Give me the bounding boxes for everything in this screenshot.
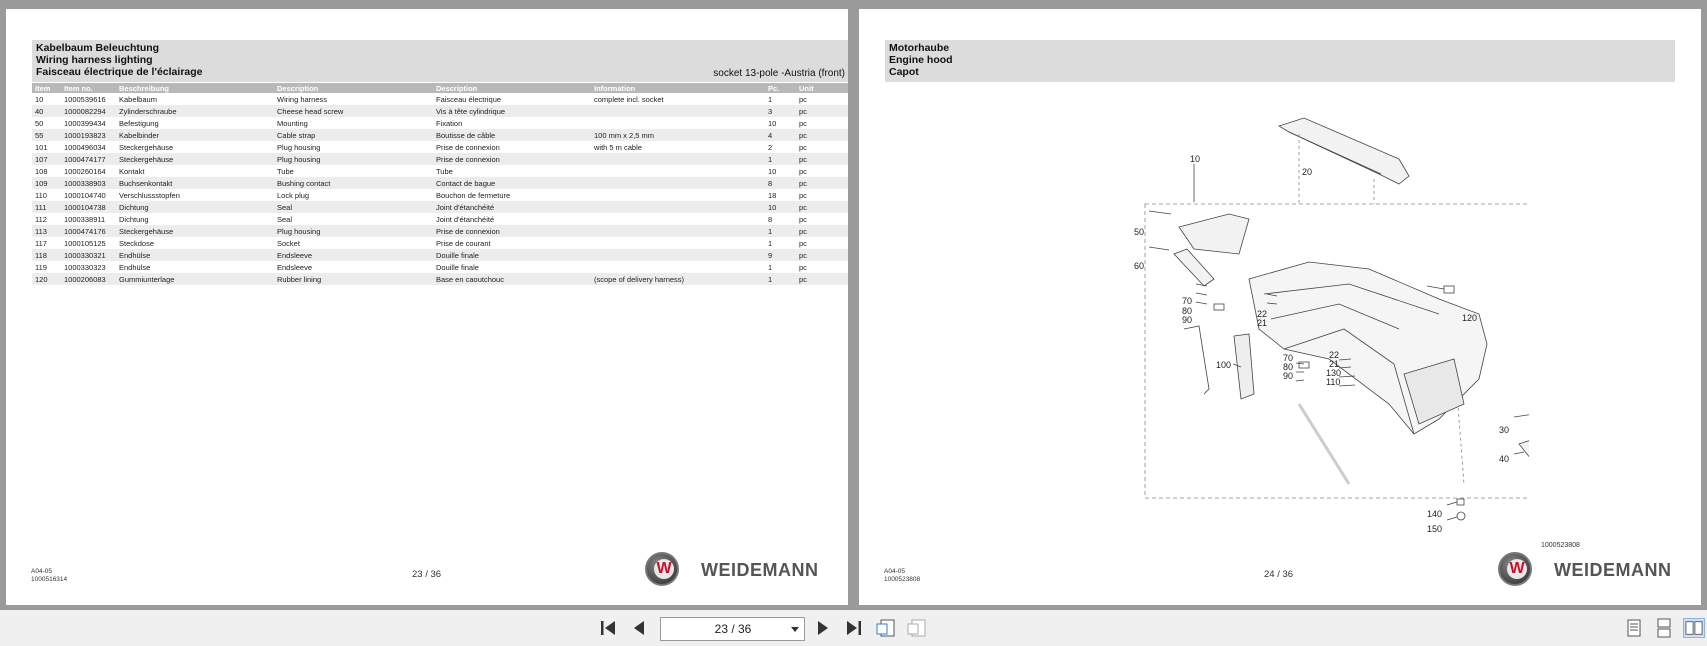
- table-cell: Endsleeve: [274, 249, 433, 261]
- table-cell: Steckergehäuse: [119, 142, 174, 152]
- part-rod-bottom: [1299, 404, 1349, 484]
- table-cell: 8: [768, 214, 773, 224]
- table-cell: 1000474177: [61, 153, 116, 165]
- table-cell: 118: [32, 249, 61, 261]
- title-english: Engine hood: [889, 54, 953, 66]
- table-cell: Endhülse: [116, 249, 274, 261]
- table-row: [32, 261, 848, 273]
- table-cell: 10: [768, 118, 777, 128]
- callout-label: 100: [1216, 360, 1232, 370]
- weidemann-logo: [645, 552, 845, 588]
- table-cell: 101: [35, 142, 48, 152]
- column-header: Item: [32, 83, 61, 93]
- column-header: Information: [591, 83, 765, 93]
- part-150-shape: [1457, 512, 1465, 520]
- table-cell: [591, 117, 765, 129]
- title-english: Wiring harness lighting: [36, 54, 153, 66]
- table-cell: pc: [799, 142, 807, 152]
- callout-label: 22: [1257, 309, 1268, 319]
- table-cell: Steckergehäuse: [116, 225, 274, 237]
- table-cell: Kontakt: [119, 166, 145, 176]
- table-cell: 8: [765, 177, 796, 189]
- page-number: 23 / 36: [412, 569, 442, 580]
- table-cell: 1: [768, 238, 773, 248]
- table-cell: Faisceau électrique: [436, 94, 502, 104]
- table-cell: Plug housing: [277, 142, 321, 152]
- table-cell: 40: [32, 105, 61, 117]
- table-cell: [591, 189, 765, 201]
- table-cell: 1000104738: [61, 201, 116, 213]
- table-row: [32, 153, 848, 165]
- table-cell: Base en caoutchouc: [433, 273, 591, 285]
- table-cell: 110: [35, 190, 47, 200]
- table-row: [32, 165, 848, 177]
- table-cell: 1000330323: [64, 262, 106, 272]
- table-row: [32, 105, 848, 117]
- table-cell: Zylinderschraube: [116, 105, 274, 117]
- title-french: Faisceau électrique de l'éclairage: [36, 66, 203, 78]
- fit-page-icon[interactable]: [875, 618, 897, 638]
- two-page-view-icon[interactable]: [1683, 618, 1705, 638]
- table-cell: pc: [796, 249, 848, 261]
- page-header: [32, 40, 848, 82]
- table-row: [32, 213, 848, 225]
- table-cell: 107: [32, 153, 61, 165]
- table-cell: pc: [799, 214, 807, 224]
- table-cell: complete incl. socket: [594, 94, 664, 104]
- table-cell: Vis à tête cylindrique: [433, 105, 591, 117]
- fit-width-icon[interactable]: [906, 618, 928, 638]
- callout-label: 120: [1462, 313, 1478, 323]
- page-number-input[interactable]: [661, 618, 781, 640]
- header-note: socket 13-pole -Austria (front): [713, 68, 845, 79]
- table-cell: [591, 237, 765, 249]
- footer-code: A04-05: [884, 568, 905, 575]
- last-page-icon[interactable]: [842, 618, 864, 638]
- table-cell: [591, 105, 765, 117]
- table-cell: 1000260164: [64, 166, 106, 176]
- table-cell: pc: [799, 118, 807, 128]
- column-header: Unit: [796, 83, 848, 93]
- table-cell: pc: [796, 153, 848, 165]
- table-cell: Verschlussstopfen: [119, 190, 180, 200]
- table-cell: Douille finale: [436, 262, 479, 272]
- callout-label: 70: [1283, 353, 1294, 363]
- table-cell: [591, 225, 765, 237]
- table-cell: Prise de connexion: [433, 153, 591, 165]
- first-page-icon[interactable]: [598, 618, 620, 638]
- callout-label: 20: [1302, 167, 1313, 177]
- weidemann-emblem-icon: W: [1498, 552, 1532, 586]
- table-cell: 2: [768, 142, 773, 152]
- weidemann-logo: [1498, 552, 1698, 588]
- table-cell: 1: [765, 225, 796, 237]
- table-cell: pc: [796, 273, 848, 285]
- column-header: Beschreibung: [116, 83, 274, 93]
- table-cell: 1000104740: [64, 190, 106, 200]
- column-header: Item no.: [61, 83, 116, 93]
- table-row: [32, 177, 848, 189]
- table-cell: pc: [796, 129, 848, 141]
- table-cell: 117: [35, 238, 47, 248]
- table-cell: 112: [35, 214, 47, 224]
- callout-label: 110: [1326, 377, 1341, 387]
- table-cell: 119: [35, 262, 47, 272]
- table-cell: 1000206083: [61, 273, 116, 285]
- table-cell: [591, 201, 765, 213]
- table-cell: Cable strap: [274, 129, 433, 141]
- table-cell: pc: [799, 238, 807, 248]
- table-cell: Douille finale: [433, 249, 591, 261]
- table-cell: Buchsenkontakt: [116, 177, 274, 189]
- table-row: [32, 93, 848, 105]
- title-german: Kabelbaum Beleuchtung: [36, 42, 160, 54]
- table-cell: [591, 249, 765, 261]
- table-cell: 1000193823: [61, 129, 116, 141]
- table-cell: Prise de courant: [436, 238, 491, 248]
- single-page-view-icon[interactable]: [1623, 618, 1645, 638]
- table-cell: 18: [768, 190, 777, 200]
- table-cell: 1: [768, 262, 773, 272]
- table-cell: 1000539616: [64, 94, 106, 104]
- callout-label: 21: [1329, 359, 1340, 369]
- page-number: 24 / 36: [1264, 569, 1294, 580]
- callout-label: 150: [1427, 524, 1443, 534]
- table-cell: 108: [35, 166, 48, 176]
- table-cell: Dichtung: [116, 201, 274, 213]
- document-page-right: [859, 9, 1701, 605]
- viewer-toolbar: [0, 610, 1707, 646]
- table-cell: Steckdose: [119, 238, 155, 248]
- table-cell: Lock plug: [277, 190, 310, 200]
- table-cell: Cheese head screw: [274, 105, 433, 117]
- table-cell: Tube: [436, 166, 453, 176]
- brand-name: WEIDEMANN: [701, 560, 819, 580]
- page-number-field[interactable]: [660, 617, 805, 641]
- table-cell: pc: [796, 105, 848, 117]
- chevron-down-icon[interactable]: [791, 627, 799, 632]
- table-row: [32, 189, 848, 201]
- footer-codes: [884, 568, 920, 584]
- table-cell: pc: [799, 166, 807, 176]
- callout-label: 30: [1499, 425, 1510, 435]
- table-cell: pc: [799, 190, 807, 200]
- table-cell: 1000399434: [64, 118, 106, 128]
- table-cell: 10: [768, 166, 777, 176]
- table-row: [32, 225, 848, 237]
- callout-label: 70: [1182, 296, 1193, 306]
- table-cell: 1000338903: [61, 177, 116, 189]
- drawing-number: 1000523808: [1541, 542, 1580, 549]
- table-cell: 1000082294: [61, 105, 116, 117]
- table-cell: pc: [796, 177, 848, 189]
- table-cell: Steckergehäuse: [116, 153, 274, 165]
- table-cell: Fixation: [436, 118, 463, 128]
- part-rod-left: [1184, 326, 1209, 394]
- parts-table: [32, 83, 848, 285]
- column-header: Description: [433, 83, 591, 93]
- table-cell: 10: [765, 201, 796, 213]
- table-cell: with 5 m cable: [594, 142, 642, 152]
- table-cell: pc: [796, 201, 848, 213]
- table-cell: 1000330321: [61, 249, 116, 261]
- table-cell: Bouchon de fermeture: [436, 190, 511, 200]
- table-cell: 100 mm x 2,5 mm: [591, 129, 765, 141]
- callout-label: 22: [1329, 350, 1340, 360]
- table-cell: Kabelbinder: [116, 129, 274, 141]
- callout-label: 80: [1182, 306, 1193, 316]
- footer-codes: [31, 568, 67, 584]
- callout-label: 50: [1134, 227, 1145, 237]
- table-row: [32, 129, 848, 141]
- table-cell: Endhülse: [119, 262, 151, 272]
- table-cell: Kabelbaum: [119, 94, 157, 104]
- table-cell: Joint d'étanchéité: [433, 201, 591, 213]
- callout-label: 130: [1326, 368, 1342, 378]
- footer-code: A04-05: [31, 568, 52, 575]
- column-header: Description: [274, 83, 433, 93]
- callout-label: 140: [1427, 509, 1443, 519]
- table-row: [32, 249, 848, 261]
- continuous-view-icon[interactable]: [1653, 618, 1675, 638]
- table-cell: Joint d'étanchéité: [436, 214, 495, 224]
- table-cell: 4: [765, 129, 796, 141]
- part-60-shape: [1174, 249, 1214, 286]
- table-cell: pc: [796, 225, 848, 237]
- title-german: Motorhaube: [889, 42, 950, 54]
- prev-page-icon[interactable]: [628, 618, 650, 638]
- table-cell: Prise de connexion: [433, 225, 591, 237]
- table-cell: Socket: [277, 238, 300, 248]
- table-cell: Befestigung: [119, 118, 159, 128]
- table-cell: Plug housing: [274, 153, 433, 165]
- table-cell: [591, 177, 765, 189]
- table-cell: Plug housing: [274, 225, 433, 237]
- table-cell: Seal: [277, 214, 293, 224]
- table-cell: Gummiunterlage: [116, 273, 274, 285]
- bracket-small-part: [1214, 304, 1224, 310]
- part-50-shape: [1179, 214, 1249, 254]
- title-french: Capot: [889, 66, 919, 78]
- table-cell: Dichtung: [119, 214, 149, 224]
- table-cell: 1: [768, 94, 773, 104]
- table-cell: pc: [799, 262, 807, 272]
- table-cell: [591, 153, 765, 165]
- table-cell: 109: [32, 177, 61, 189]
- table-cell: Bushing contact: [274, 177, 433, 189]
- part-40-shape: [1519, 439, 1529, 479]
- engine-hood-exploded-drawing: [1009, 104, 1529, 554]
- table-cell: pc: [799, 94, 807, 104]
- table-cell: 1000338911: [64, 214, 106, 224]
- callout-label: 21: [1257, 318, 1268, 328]
- table-cell: Endsleeve: [277, 262, 313, 272]
- table-cell: 9: [765, 249, 796, 261]
- bracket-small-part: [1299, 362, 1309, 368]
- callout-label: 60: [1134, 261, 1145, 271]
- table-row: [32, 273, 848, 285]
- table-cell: [591, 213, 765, 225]
- table-cell: Prise de connexion: [436, 142, 500, 152]
- table-cell: 111: [32, 201, 61, 213]
- table-cell: [591, 261, 765, 273]
- parts-table-header: [32, 83, 848, 93]
- table-cell: (scope of delivery harness): [591, 273, 765, 285]
- table-cell: 55: [32, 129, 61, 141]
- table-cell: Rubber lining: [274, 273, 433, 285]
- part-20-shape: [1279, 118, 1409, 184]
- table-cell: Tube: [277, 166, 294, 176]
- table-cell: 10: [35, 94, 44, 104]
- callout-label: 10: [1190, 154, 1201, 164]
- table-row: [32, 141, 848, 153]
- table-cell: [591, 165, 765, 177]
- table-cell: 1: [765, 273, 796, 285]
- callout-label: 80: [1283, 362, 1294, 372]
- table-cell: 1000496034: [64, 142, 106, 152]
- table-row: [32, 201, 848, 213]
- table-cell: 1: [765, 153, 796, 165]
- brand-name: WEIDEMANN: [1554, 560, 1672, 580]
- table-cell: 3: [765, 105, 796, 117]
- table-cell: 120: [32, 273, 61, 285]
- document-page-left: [6, 9, 848, 605]
- callout-label: 90: [1283, 371, 1294, 381]
- table-cell: 50: [35, 118, 44, 128]
- column-header: Pc.: [765, 83, 796, 93]
- table-cell: Contact de bague: [433, 177, 591, 189]
- table-cell: Mounting: [277, 118, 308, 128]
- part-120-shape: [1444, 286, 1454, 293]
- page-header: [885, 40, 1675, 82]
- table-cell: Boutisse de câble: [433, 129, 591, 141]
- table-cell: 113: [32, 225, 61, 237]
- callout-label: 90: [1182, 315, 1193, 325]
- table-row: [32, 237, 848, 249]
- footer-code: 1000523808: [884, 576, 921, 583]
- part-100-shape: [1234, 334, 1254, 399]
- next-page-icon[interactable]: [812, 618, 834, 638]
- table-row: [32, 117, 848, 129]
- part-140-shape: [1457, 499, 1464, 505]
- table-cell: Wiring harness: [277, 94, 328, 104]
- table-cell: 1000474176: [61, 225, 116, 237]
- table-cell: Seal: [274, 201, 433, 213]
- footer-code: 1000516314: [31, 576, 68, 583]
- table-cell: 1000105125: [64, 238, 106, 248]
- weidemann-emblem-icon: W: [645, 552, 679, 586]
- callout-label: 40: [1499, 454, 1510, 464]
